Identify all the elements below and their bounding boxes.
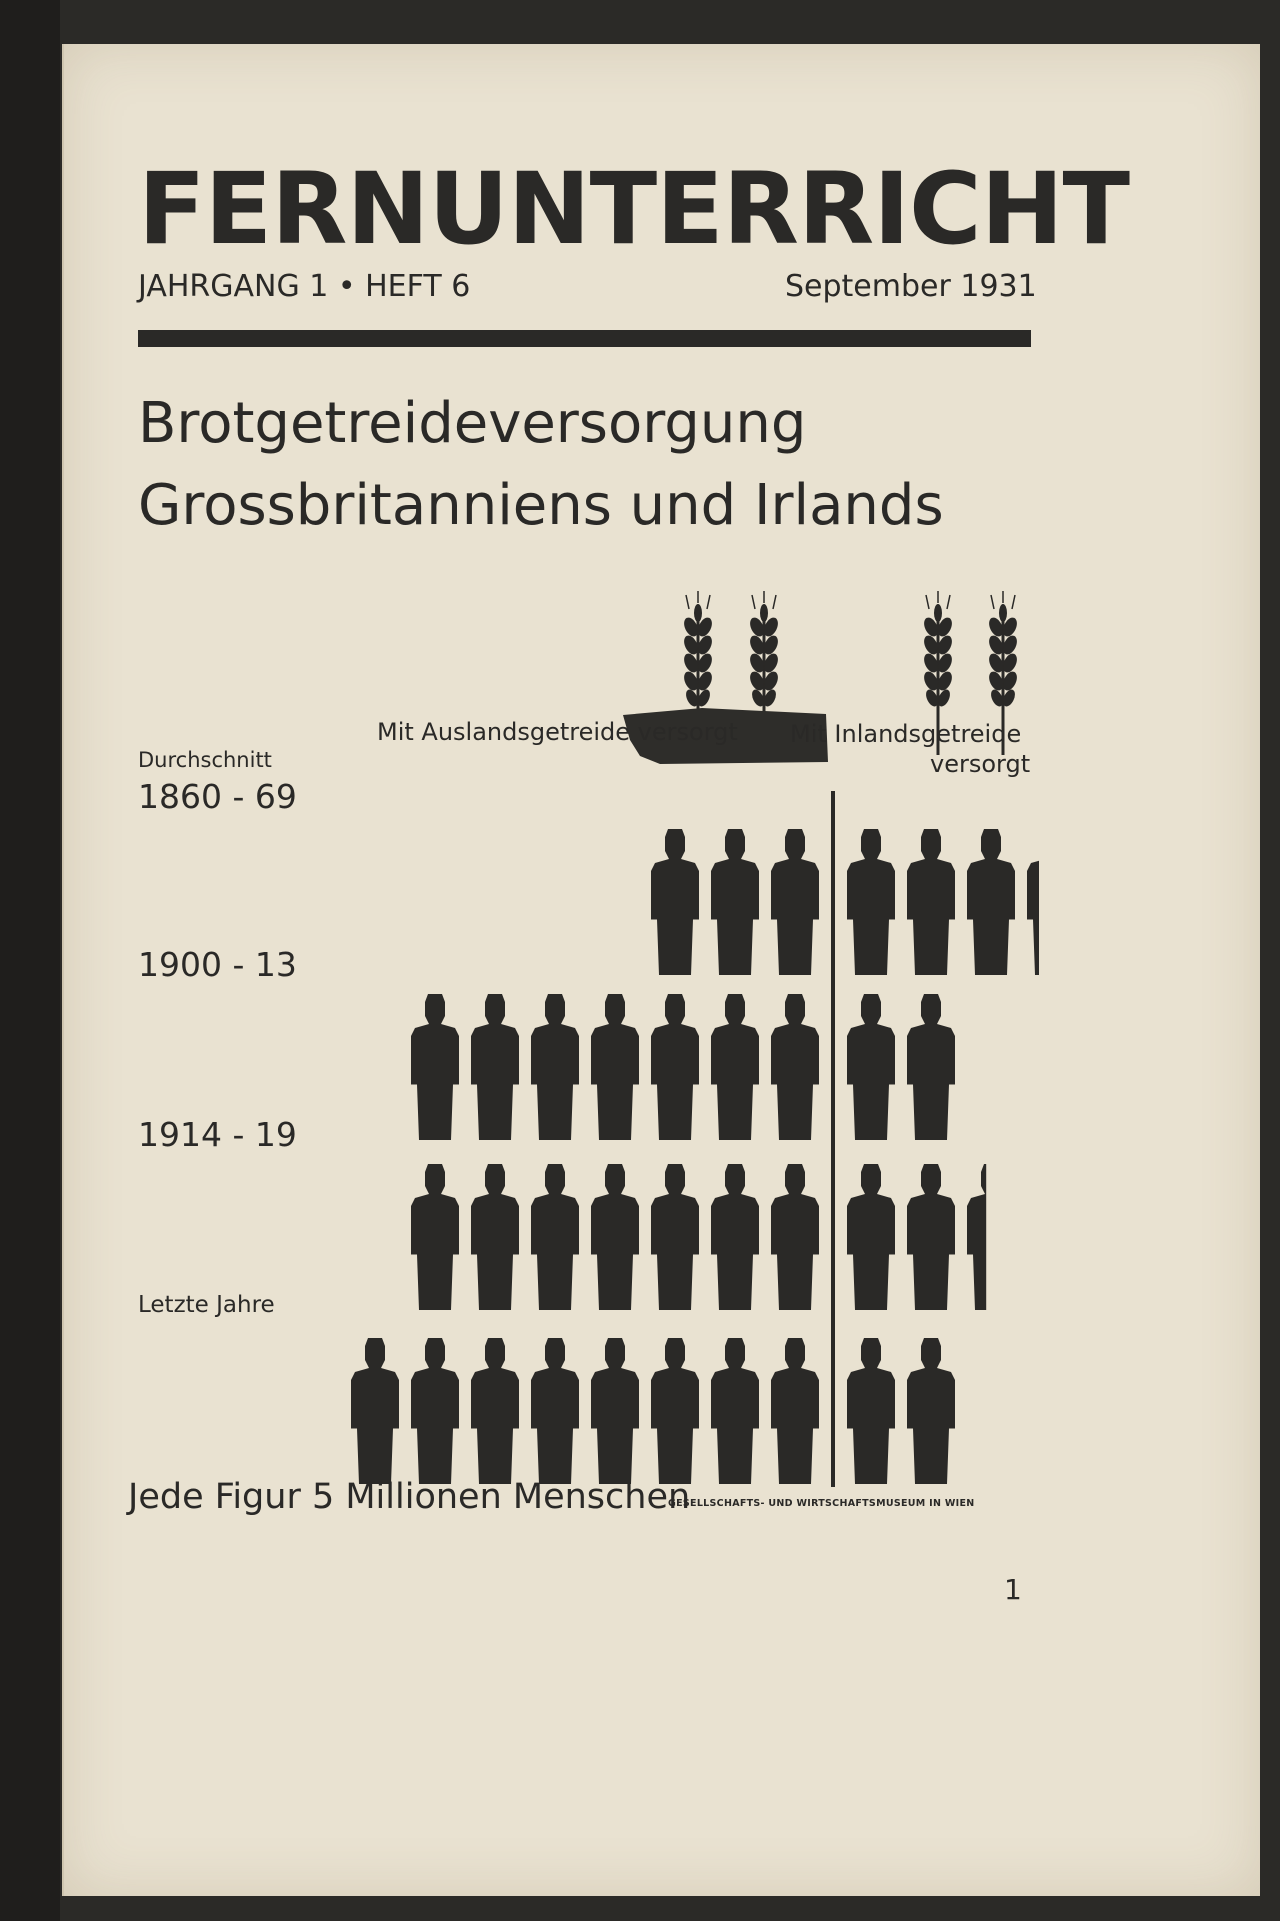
period-prefix: Durchschnitt <box>138 748 272 772</box>
person-icon <box>471 994 519 1140</box>
person-icon <box>471 1164 519 1310</box>
figure-rows <box>351 829 1075 1484</box>
person-icon <box>471 1338 519 1484</box>
person-icon <box>711 1164 759 1310</box>
person-icon <box>771 1164 819 1310</box>
person-icon <box>591 994 639 1140</box>
person-icon <box>771 994 819 1140</box>
person-icon <box>651 994 699 1140</box>
page-number: 1 <box>1004 1573 1022 1606</box>
person-icon <box>907 994 955 1140</box>
person-icon <box>771 829 819 975</box>
column-label-domestic: Mit Inlandsgetreide <box>790 720 1022 748</box>
person-icon <box>651 1338 699 1484</box>
person-icon <box>711 994 759 1140</box>
person-icon <box>411 1338 459 1484</box>
person-icon <box>847 1164 895 1310</box>
person-icon <box>907 1164 955 1310</box>
person-icon <box>531 1338 579 1484</box>
column-label-domestic-cont: versorgt <box>930 750 1031 778</box>
person-icon <box>771 1338 819 1484</box>
chart-title-line2: Grossbritanniens und Irlands <box>138 473 944 538</box>
person-icon <box>1027 829 1075 975</box>
person-icon <box>411 1164 459 1310</box>
person-icon <box>847 829 895 975</box>
museum-credit: GESELLSCHAFTS- UND WIRTSCHAFTSMUSEUM IN WIEN <box>668 1498 975 1509</box>
row-label: Letzte Jahre <box>138 1292 275 1318</box>
row-label: 1914 - 19 <box>138 1115 297 1154</box>
person-icon <box>531 1164 579 1310</box>
person-icon <box>711 829 759 975</box>
person-icon <box>411 994 459 1140</box>
masthead-title: FERNUNTERRICHT <box>138 152 1130 267</box>
volume-issue: JAHRGANG 1 • HEFT 6 <box>138 269 471 304</box>
person-icon <box>967 1164 1015 1310</box>
person-icon <box>847 994 895 1140</box>
person-icon <box>591 1164 639 1310</box>
person-icon <box>651 1164 699 1310</box>
person-icon <box>651 829 699 975</box>
row-label: 1860 - 69 <box>138 777 297 816</box>
person-icon <box>907 1338 955 1484</box>
person-icon <box>351 1338 399 1484</box>
unit-legend: Jede Figur 5 Millionen Menschen <box>128 1477 691 1517</box>
column-label-foreign: Mit Auslandsgetreide versorgt <box>377 718 738 746</box>
person-icon <box>847 1338 895 1484</box>
person-icon <box>907 829 955 975</box>
person-icon <box>711 1338 759 1484</box>
issue-date: September 1931 <box>785 269 1037 304</box>
row-label: 1900 - 13 <box>138 945 297 984</box>
person-icon <box>967 829 1015 975</box>
chart-title-line1: Brotgetreideversorgung <box>138 391 807 456</box>
person-icon <box>531 994 579 1140</box>
person-icon <box>591 1338 639 1484</box>
